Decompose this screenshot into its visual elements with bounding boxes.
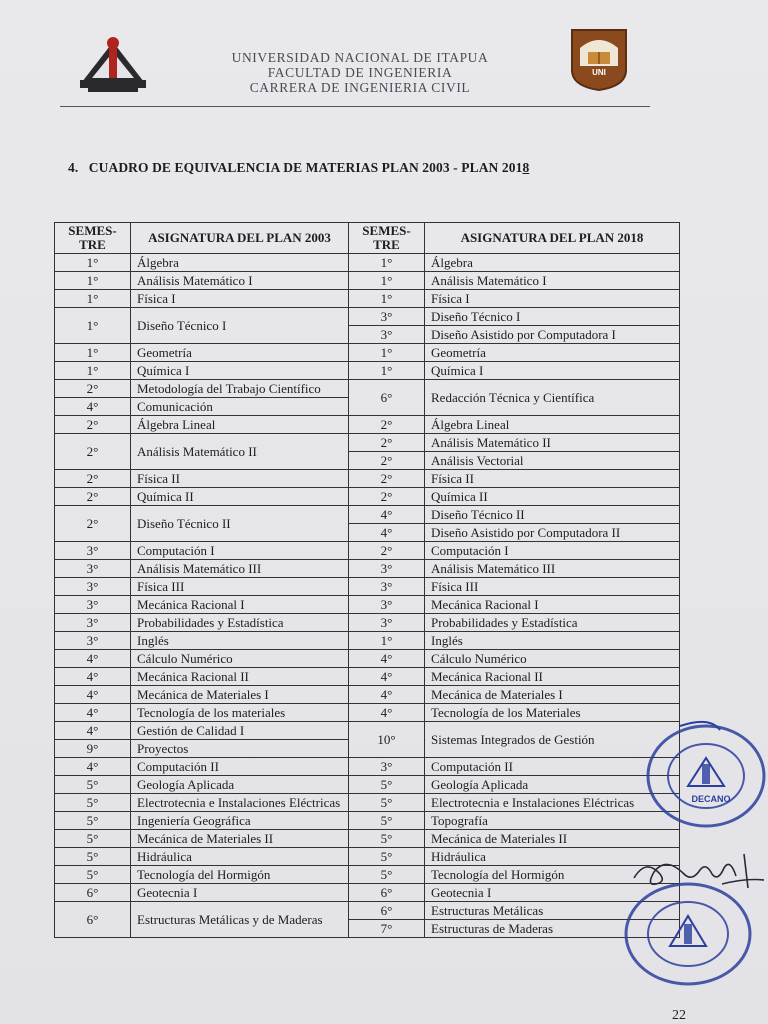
university-logo-right <box>566 26 632 92</box>
semester-2018-cell: 5° <box>349 866 425 884</box>
page-number: 22 <box>672 1008 686 1023</box>
subject-2018-cell: Estructuras de Maderas <box>425 920 680 938</box>
subject-2003-cell: Mecánica Racional I <box>131 596 349 614</box>
subject-2018-cell: Diseño Técnico II <box>425 506 680 524</box>
logo-right-label: UNI <box>592 68 606 77</box>
subject-2018-cell: Análisis Matemático III <box>425 560 680 578</box>
subject-2003-cell: Geometría <box>131 344 349 362</box>
semester-2018-cell: 1° <box>349 272 425 290</box>
subject-2018-cell: Sistemas Integrados de Gestión <box>425 722 680 758</box>
table-header-row <box>55 223 680 254</box>
table-row <box>55 794 680 812</box>
semester-2018-cell: 5° <box>349 848 425 866</box>
semester-2003-cell: 2° <box>55 416 131 434</box>
university-logo-left <box>76 34 150 94</box>
subject-2003-cell: Computación II <box>131 758 349 776</box>
career-name: CARRERA DE INGENIERIA CIVIL <box>249 80 471 95</box>
semester-2018-cell: 1° <box>349 344 425 362</box>
semester-2003-cell: 3° <box>55 578 131 596</box>
semester-2018-cell: 10° <box>349 722 425 758</box>
semester-2003-cell: 2° <box>55 434 131 470</box>
subject-2003-cell: Análisis Matemático I <box>131 272 349 290</box>
official-stamp-secretary <box>616 878 756 988</box>
subject-2003-cell: Álgebra Lineal <box>131 416 349 434</box>
semester-2018-cell: 3° <box>349 596 425 614</box>
semester-2003-cell: 4° <box>55 686 131 704</box>
table-row <box>55 614 680 632</box>
semester-2018-cell: 2° <box>349 416 425 434</box>
semester-2003-cell: 3° <box>55 614 131 632</box>
semester-2018-cell: 2° <box>349 470 425 488</box>
semester-2003-cell: 6° <box>55 902 131 938</box>
subject-2003-cell: Probabilidades y Estadística <box>131 614 349 632</box>
subject-2018-cell: Análisis Matemático I <box>425 272 680 290</box>
subject-2003-cell: Hidráulica <box>131 848 349 866</box>
subject-2018-cell: Topografía <box>425 812 680 830</box>
semester-2003-cell: 5° <box>55 776 131 794</box>
subject-2018-cell: Química II <box>425 488 680 506</box>
semester-2003-cell: 3° <box>55 542 131 560</box>
subject-2003-cell: Química II <box>131 488 349 506</box>
semester-2003-cell: 1° <box>55 344 131 362</box>
subject-2003-cell: Mecánica de Materiales II <box>131 830 349 848</box>
subject-2018-cell: Tecnología de los Materiales <box>425 704 680 722</box>
semester-2018-cell: 7° <box>349 920 425 938</box>
subject-2018-cell: Estructuras Metálicas <box>425 902 680 920</box>
semester-2018-cell: 2° <box>349 488 425 506</box>
table-row <box>55 632 680 650</box>
subject-2018-cell: Análisis Vectorial <box>425 452 680 470</box>
table-row <box>55 254 680 272</box>
semester-2003-cell: 3° <box>55 632 131 650</box>
subject-2018-cell: Geología Aplicada <box>425 776 680 794</box>
semester-2018-cell: 3° <box>349 326 425 344</box>
semester-2003-cell: 1° <box>55 254 131 272</box>
semester-2003-cell: 4° <box>55 668 131 686</box>
subject-2003-cell: Tecnología de los materiales <box>131 704 349 722</box>
semester-2018-cell: 3° <box>349 308 425 326</box>
semester-2003-cell: 4° <box>55 758 131 776</box>
semester-2018-cell: 4° <box>349 686 425 704</box>
table-row <box>55 776 680 794</box>
semester-2018-cell: 1° <box>349 362 425 380</box>
subject-2018-cell: Computación II <box>425 758 680 776</box>
subject-2018-cell: Geometría <box>425 344 680 362</box>
subject-2018-cell: Redacción Técnica y Científica <box>425 380 680 416</box>
semester-2003-cell: 9° <box>55 740 131 758</box>
table-row <box>55 434 680 452</box>
table-row <box>55 362 680 380</box>
subject-2003-cell: Análisis Matemático II <box>131 434 349 470</box>
semester-2003-cell: 5° <box>55 866 131 884</box>
section-title-end: 8 <box>522 160 530 175</box>
subject-2018-cell: Álgebra Lineal <box>425 416 680 434</box>
subject-2018-cell: Probabilidades y Estadística <box>425 614 680 632</box>
subject-2018-cell: Computación I <box>425 542 680 560</box>
table-row <box>55 758 680 776</box>
subject-2003-cell: Diseño Técnico I <box>131 308 349 344</box>
subject-2018-cell: Química I <box>425 362 680 380</box>
table-row <box>55 290 680 308</box>
subject-2003-cell: Geología Aplicada <box>131 776 349 794</box>
semester-2003-cell: 6° <box>55 884 131 902</box>
table-row <box>55 560 680 578</box>
subject-2003-cell: Física I <box>131 290 349 308</box>
semester-2003-cell: 4° <box>55 704 131 722</box>
semester-2018-cell: 4° <box>349 704 425 722</box>
subject-2003-cell: Inglés <box>131 632 349 650</box>
subject-2018-cell: Física I <box>425 290 680 308</box>
subject-2003-cell: Gestión de Calidad I <box>131 722 349 740</box>
subject-2003-cell: Análisis Matemático III <box>131 560 349 578</box>
semester-2018-cell: 4° <box>349 506 425 524</box>
table-row <box>55 884 680 902</box>
subject-2003-cell: Geotecnia I <box>131 884 349 902</box>
semester-2003-cell: 3° <box>55 560 131 578</box>
semester-2003-cell: 1° <box>55 308 131 344</box>
semester-2003-cell: 4° <box>55 650 131 668</box>
semester-2018-cell: 5° <box>349 812 425 830</box>
subject-2018-cell: Física III <box>425 578 680 596</box>
table-row <box>55 380 680 398</box>
table-row <box>55 308 680 326</box>
semester-2018-cell: 3° <box>349 614 425 632</box>
subject-2018-cell: Mecánica de Materiales II <box>425 830 680 848</box>
subject-2003-cell: Comunicación <box>131 398 349 416</box>
table-row <box>55 686 680 704</box>
semester-2018-cell: 3° <box>349 560 425 578</box>
semester-2003-cell: 5° <box>55 830 131 848</box>
table-row <box>55 344 680 362</box>
subject-2018-cell: Mecánica Racional II <box>425 668 680 686</box>
subject-2018-cell: Electrotecnia e Instalaciones Eléctricas <box>425 794 680 812</box>
semester-2018-cell: 2° <box>349 452 425 470</box>
semester-2018-cell: 1° <box>349 632 425 650</box>
subject-2003-cell: Química I <box>131 362 349 380</box>
semester-2018-cell: 5° <box>349 830 425 848</box>
semester-2003-cell: 2° <box>55 488 131 506</box>
table-row <box>55 488 680 506</box>
semester-2018-cell: 2° <box>349 542 425 560</box>
official-stamp-dean <box>640 720 768 830</box>
subject-2003-cell: Electrotecnia e Instalaciones Eléctricas <box>131 794 349 812</box>
header-subject-2018: ASIGNATURA DEL PLAN 2018 <box>425 223 680 254</box>
stamp-dean-label: DECANO <box>691 794 731 804</box>
semester-2003-cell: 2° <box>55 506 131 542</box>
institution-heading <box>200 50 520 95</box>
table-row <box>55 722 680 740</box>
table-body <box>55 254 680 938</box>
subject-2003-cell: Cálculo Numérico <box>131 650 349 668</box>
subject-2003-cell: Ingeniería Geográfica <box>131 812 349 830</box>
subject-2018-cell: Cálculo Numérico <box>425 650 680 668</box>
table-row <box>55 272 680 290</box>
table-row <box>55 596 680 614</box>
letterhead <box>60 24 650 107</box>
subject-2018-cell: Mecánica Racional I <box>425 596 680 614</box>
subject-2003-cell: Mecánica Racional II <box>131 668 349 686</box>
subject-2003-cell: Tecnología del Hormigón <box>131 866 349 884</box>
table-row <box>55 704 680 722</box>
table-row <box>55 902 680 920</box>
semester-2018-cell: 1° <box>349 254 425 272</box>
subject-2018-cell: Análisis Matemático II <box>425 434 680 452</box>
semester-2003-cell: 2° <box>55 470 131 488</box>
semester-2003-cell: 5° <box>55 848 131 866</box>
subject-2003-cell: Estructuras Metálicas y de Maderas <box>131 902 349 938</box>
subject-2003-cell: Física III <box>131 578 349 596</box>
semester-2003-cell: 1° <box>55 290 131 308</box>
semester-2018-cell: 2° <box>349 434 425 452</box>
semester-2018-cell: 5° <box>349 794 425 812</box>
semester-2003-cell: 2° <box>55 380 131 398</box>
equivalence-table <box>54 222 680 938</box>
table-row <box>55 470 680 488</box>
table-row <box>55 668 680 686</box>
header-semester-2003: SEMES-TRE <box>55 223 131 254</box>
table-row <box>55 812 680 830</box>
table-row <box>55 578 680 596</box>
table-row <box>55 830 680 848</box>
table-row <box>55 416 680 434</box>
subject-2018-cell: Física II <box>425 470 680 488</box>
table-row <box>55 542 680 560</box>
subject-2003-cell: Mecánica de Materiales I <box>131 686 349 704</box>
subject-2003-cell: Álgebra <box>131 254 349 272</box>
subject-2018-cell: Álgebra <box>425 254 680 272</box>
semester-2018-cell: 3° <box>349 578 425 596</box>
subject-2018-cell: Geotecnia I <box>425 884 680 902</box>
semester-2003-cell: 5° <box>55 794 131 812</box>
table-row <box>55 866 680 884</box>
subject-2003-cell: Proyectos <box>131 740 349 758</box>
subject-2018-cell: Diseño Asistido por Computadora II <box>425 524 680 542</box>
university-name: UNIVERSIDAD NACIONAL DE ITAPUA <box>231 50 489 65</box>
semester-2018-cell: 6° <box>349 902 425 920</box>
table-row <box>55 506 680 524</box>
subject-2003-cell: Metodología del Trabajo Científico <box>131 380 349 398</box>
semester-2003-cell: 5° <box>55 812 131 830</box>
subject-2018-cell: Inglés <box>425 632 680 650</box>
section-title-text: CUADRO DE EQUIVALENCIA DE MATERIAS PLAN 2003 - PLAN 201 <box>88 160 523 175</box>
subject-2018-cell: Hidráulica <box>425 848 680 866</box>
subject-2018-cell: Mecánica de Materiales I <box>425 686 680 704</box>
subject-2003-cell: Computación I <box>131 542 349 560</box>
faculty-name: FACULTAD DE INGENIERIA <box>267 65 453 80</box>
semester-2003-cell: 4° <box>55 722 131 740</box>
semester-2003-cell: 3° <box>55 596 131 614</box>
subject-2003-cell: Física II <box>131 470 349 488</box>
semester-2018-cell: 1° <box>349 290 425 308</box>
header-semester-2018: SEMES-TRE <box>349 223 425 254</box>
section-title <box>68 160 529 176</box>
subject-2003-cell: Diseño Técnico II <box>131 506 349 542</box>
semester-2003-cell: 1° <box>55 362 131 380</box>
section-number: 4. <box>68 160 79 175</box>
header-subject-2003: ASIGNATURA DEL PLAN 2003 <box>131 223 349 254</box>
semester-2018-cell: 4° <box>349 668 425 686</box>
table-row <box>55 650 680 668</box>
semester-2018-cell: 6° <box>349 380 425 416</box>
semester-2018-cell: 4° <box>349 650 425 668</box>
semester-2003-cell: 1° <box>55 272 131 290</box>
subject-2018-cell: Tecnología del Hormigón <box>425 866 680 884</box>
semester-2003-cell: 4° <box>55 398 131 416</box>
table-row <box>55 848 680 866</box>
subject-2018-cell: Diseño Técnico I <box>425 308 680 326</box>
semester-2018-cell: 5° <box>349 776 425 794</box>
semester-2018-cell: 6° <box>349 884 425 902</box>
semester-2018-cell: 4° <box>349 524 425 542</box>
subject-2018-cell: Diseño Asistido por Computadora I <box>425 326 680 344</box>
semester-2018-cell: 3° <box>349 758 425 776</box>
